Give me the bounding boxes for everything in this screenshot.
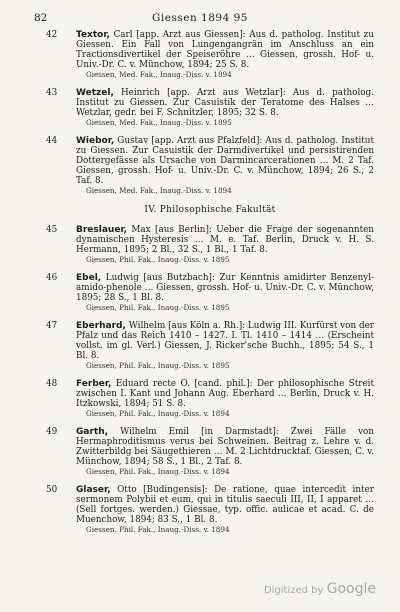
entry-author: Textor, — [76, 30, 110, 40]
entry-faculty-note: Giessen, Phil. Fak., Inaug.-Diss. v. 1895 — [86, 361, 230, 370]
watermark-prefix: Digitized by — [263, 585, 327, 596]
running-title: Giessen 1894 95 — [152, 12, 248, 24]
entry-faculty-note: Giessen, Phil. Fak., Inaug.-Diss. v. 1895 — [86, 255, 230, 264]
entry-number: 43 — [46, 88, 58, 98]
entry-text: Heinrich [app. Arzt aus Wetzlar]: Aus d. patholog. Institut zu Giessen. Zur Casuistik der Teratome des Halses … Wetzlar, gedr. bei F. Schnitzler, 1895; 32 S. 8. — [76, 88, 374, 118]
entry-list — [0, 30, 400, 543]
bibliography-entry — [0, 88, 400, 127]
entries-medical — [0, 30, 400, 195]
entry-number: 46 — [46, 273, 58, 283]
section-heading: IV. Philosophische Fakultät — [144, 205, 276, 215]
entry-author: Eberhard, — [76, 321, 126, 331]
entry-author: Ferber, — [76, 379, 112, 389]
entry-citation — [76, 379, 374, 409]
entry-text: Otto [Budingensis]: De ratione, quae intercedit inter sermonem Polybii et eum, qui in titulis saeculi III, II, I apparet … (Sell fortges. werden.) Giessae, typ. offic. aulicae et acad. C. de Muenchow, 1894; 83 S., 1 Bl. 8. — [76, 485, 374, 525]
entry-author: Wetzel, — [76, 88, 114, 98]
page-number: 82 — [34, 12, 48, 24]
entry-text: Wilhelm Emil [in Darmstadt]: Zwei Fälle von Hermaphroditismus verus bei Schweinen. Beitrag z. Lehre v. d. Zwitterbildg bei Säugethieren … M. 2 Lichtdrucktaf. Giessen, C. v. Münchow, 1894; 58 S., 1 Bl., 2 Taf. 8. — [76, 427, 374, 467]
entry-faculty-note: Giessen, Med. Fak., Inaug.-Diss. v. 1894 — [86, 186, 232, 195]
entry-citation — [76, 427, 374, 467]
entry-number: 45 — [46, 225, 58, 235]
google-logo: Google — [326, 581, 376, 597]
entry-citation — [76, 30, 374, 70]
bibliography-entry — [0, 30, 400, 79]
entry-author: Glaser, — [76, 485, 111, 495]
entry-author: Garth, — [76, 427, 109, 437]
bibliography-entry — [0, 136, 400, 195]
entry-text: Gustav [app. Arzt aus Pfalzfeld]: Aus d. patholog. Institut zu Giessen. Zur Casuistik der Darmdivertikel und persistirenden Dottergefässe als Ursache von Darmincarcerationen … M. 2 Taf. Giessen, grossh. Hof- u. Univ.-Dr. C. v. Münchow, 1894; 26 S., 2 Taf. 8. — [76, 136, 374, 186]
entry-author: Breslauer, — [76, 225, 127, 235]
entry-number: 44 — [46, 136, 58, 146]
bibliography-entry — [0, 485, 400, 534]
bibliography-entry — [0, 273, 400, 312]
entry-text: Eduard recte O. [cand. phil.]: Der philosophische Streit zwischen I. Kant und Johann Aug. Eberhard … Berlin, Druck v. H. Itzkowski, 1894; 51 S. 8. — [76, 379, 374, 409]
entry-number: 47 — [46, 321, 58, 331]
bibliography-entry — [0, 321, 400, 370]
entry-author: Ebel, — [76, 273, 102, 283]
entry-text: Ludwig [aus Butzbach]: Zur Kenntnis amidirter Benzenyl-amido-phenole … Giessen, grossh. Hof- u. Univ.-Dr. C. v. Münchow, 1895; 28 S., 1 Bl. 8. — [76, 273, 374, 303]
entry-author: Wiebor, — [76, 136, 115, 146]
digitized-watermark — [264, 582, 376, 598]
entry-faculty-note: Giessen, Med. Fak., Inaug.-Diss. v. 1895 — [86, 118, 232, 127]
entry-faculty-note: Giessen, Phil. Fak., Inaug.-Diss. v. 1894 — [86, 409, 230, 418]
entry-citation — [76, 225, 374, 255]
bibliography-entry — [0, 379, 400, 418]
bibliography-entry — [0, 225, 400, 264]
entries-philosophical — [0, 225, 400, 534]
entry-number: 42 — [46, 30, 58, 40]
entry-citation — [76, 485, 374, 525]
entry-text: Max [aus Berlin]: Ueber die Frage der sogenannten dynamischen Hysteresis … M. e. Taf. Berlin, Druck v. H. S. Hermann, 1895; 2 Bl., 32 S., 1 Bl., 1 Taf. 8. — [76, 225, 374, 255]
entry-number: 50 — [46, 485, 58, 495]
entry-faculty-note: Giessen, Phil. Fak., Inaug.-Diss. v. 1894 — [86, 467, 230, 476]
entry-text: Carl [app. Arzt aus Giessen]: Aus d. patholog. Institut zu Giessen. Ein Fall von Lungengangrän im Anschluss an ein Tractionsdivertikel der Speiseröhre … Giessen, grossh. Hof- u. Univ.-Dr. C. v. Münchow, 1894; 25 S. 8. — [76, 30, 374, 70]
entry-text: Wilhelm [aus Köln a. Rh.]: Ludwig III. Kurfürst von der Pfalz und das Reich 1410 – 1427. I. Tl. 1410 – 1414 … (Erscheint vollst. im gl. Verl.) Giessen, J. Ricker'sche Buchh., 1895; 54 S., 1 Bl. 8. — [76, 321, 374, 361]
entry-citation — [76, 321, 374, 361]
entry-citation — [76, 88, 374, 118]
bibliography-entry — [0, 427, 400, 476]
entry-faculty-note: Giessen, Med. Fak., Inaug.-Diss. v. 1894 — [86, 70, 232, 79]
entry-faculty-note: Giessen, Phil. Fak., Inaug.-Diss. v. 1895 — [86, 303, 230, 312]
entry-number: 49 — [46, 427, 58, 437]
entry-number: 48 — [46, 379, 58, 389]
entry-citation — [76, 273, 374, 303]
entry-faculty-note: Giessen, Phil. Fak., Inaug.-Diss. v. 1894 — [86, 525, 230, 534]
entry-citation — [76, 136, 374, 186]
